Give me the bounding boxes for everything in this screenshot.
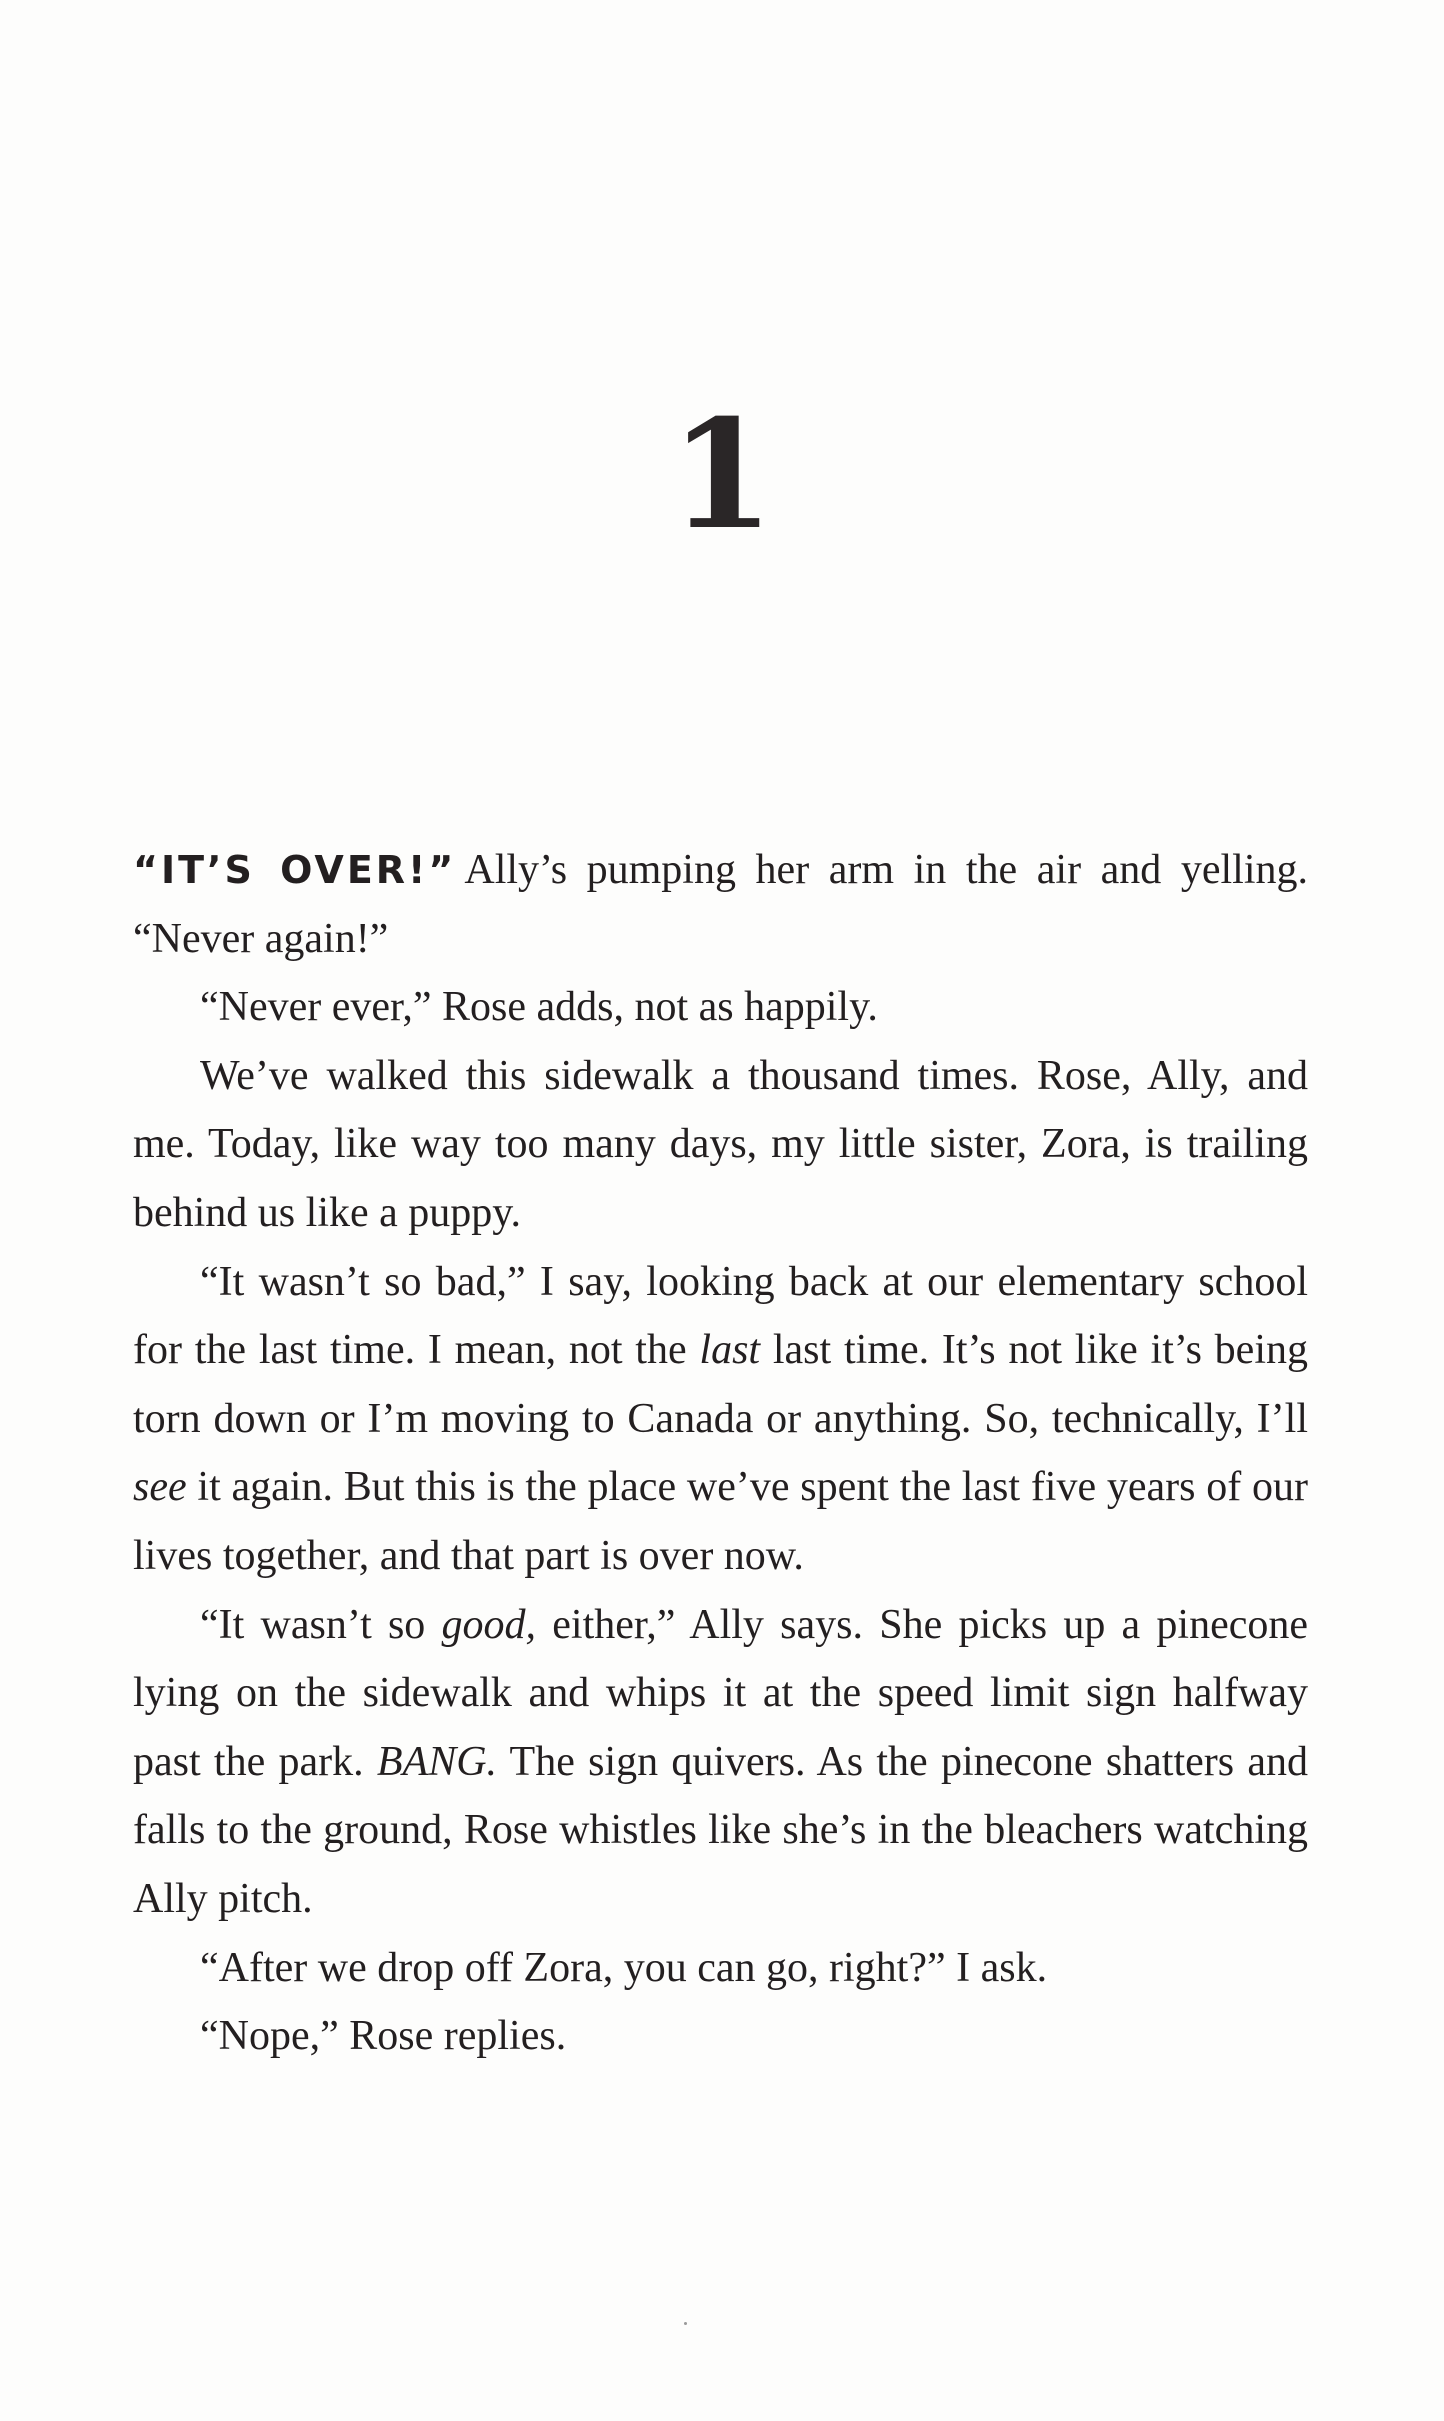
paragraph-text: “It wasn’t so bad,” I say, looking back at our elementary school for the last time. I mean, not the <box>133 1258 1308 1374</box>
emphasis-text: last <box>699 1327 761 1374</box>
paragraph-1 <box>133 836 1308 973</box>
page-speck <box>684 2322 687 2325</box>
emphasis-text: good, <box>441 1601 537 1648</box>
paragraph-2 <box>133 973 1308 1042</box>
paragraph-text: “After we drop off Zora, you can go, right?” I ask. <box>200 1944 1048 1991</box>
paragraph-6 <box>133 1934 1308 2003</box>
paragraph-4 <box>133 1248 1308 1591</box>
chapter-number: 1 <box>669 387 775 563</box>
paragraph-7 <box>133 2002 1308 2071</box>
paragraph-text: either,” Ally says. She picks up a pinecone lying on the sidewalk and whips it at the speed limit sign halfway past the park. <box>133 1601 1309 1785</box>
paragraph-text: last time. It’s not like it’s being torn down or I’m moving to Canada or anything. So, technically, I’ll <box>133 1327 1308 1442</box>
emphasis-text: BANG. <box>376 1738 498 1785</box>
opening-exclamation: “IT’S OVER!” <box>133 848 457 892</box>
emphasis-text: see <box>133 1464 187 1511</box>
chapter-body <box>133 836 1308 2071</box>
paragraph-text: Ally’s pumping her arm in the air and yelling. “Never again!” <box>133 847 1308 962</box>
paragraph-text: “It wasn’t so <box>200 1601 426 1648</box>
paragraph-5 <box>133 1591 1308 1934</box>
paragraph-3 <box>133 1042 1308 1248</box>
paragraph-text: “Never ever,” Rose adds, not as happily. <box>200 984 878 1031</box>
paragraph-text: it again. But this is the place we’ve spent the last five years of our lives together, and that part is over now. <box>133 1464 1309 1579</box>
paragraph-text: “Nope,” Rose replies. <box>200 2013 567 2060</box>
paragraph-text: We’ve walked this sidewalk a thousand times. Rose, Ally, and me. Today, like way too many days, my little sister, Zora, is trailing behind us like a puppy. <box>133 1052 1308 1236</box>
paragraph-text: The sign quivers. As the pinecone shatters and falls to the ground, Rose whistles like she’s in the bleachers watching Ally pitch. <box>133 1738 1309 1922</box>
